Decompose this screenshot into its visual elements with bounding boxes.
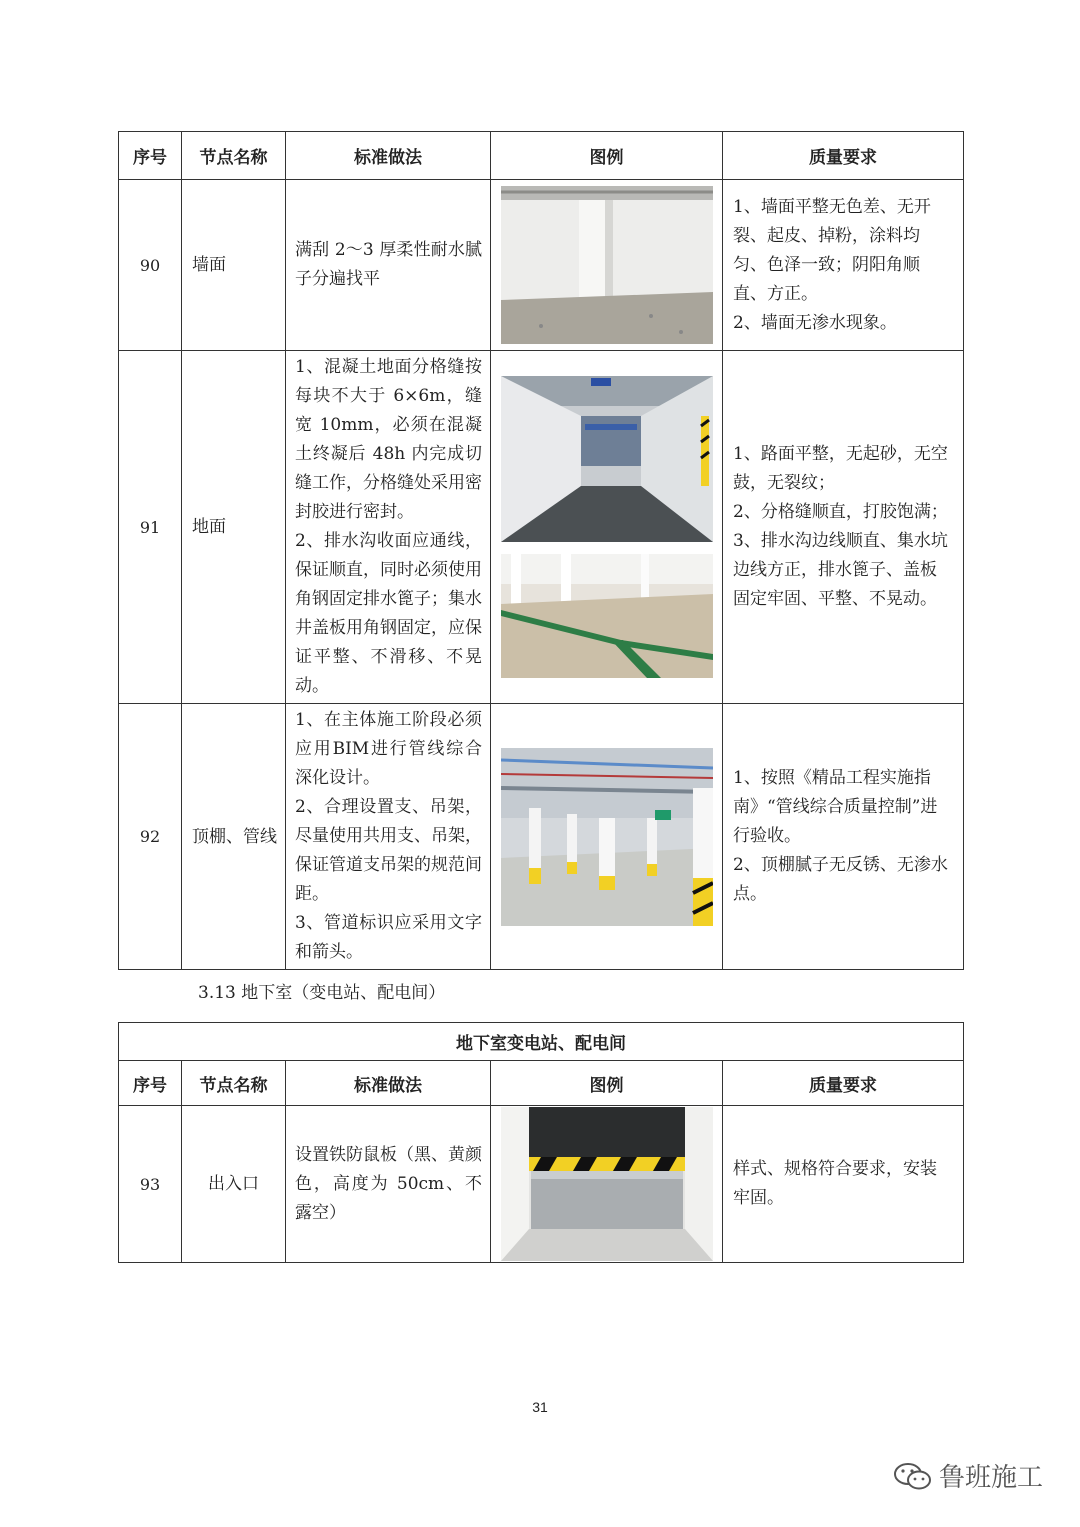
garage-ramp-photo [501,376,713,542]
table-caption-row [119,1023,964,1061]
method-text: 1、在主体施工阶段必须应用BIM进行管线综合深化设计。 2、合理设置支、吊架，尽量使用共用支、吊架，保证管道支吊架的规范间距。 3、管道标识应采用文字和箭头。 [286,704,491,970]
node-name: 墙面 [182,180,286,351]
illustration-cell [491,351,723,704]
requirement-text: 1、墙面平整无色差、无开裂、起皮、掉粉，涂料均匀、色泽一致；阴阳角顺直、方正。 2、墙面无渗水现象。 [723,180,964,351]
illustration-cell [491,704,723,970]
table-header-row [119,1061,964,1106]
row-number: 93 [119,1106,182,1263]
requirement-text: 1、路面平整，无起砂，无空鼓，无裂纹； 2、分格缝顺直，打胶饱满； 3、排水沟边线顺直、集水坑边线方正，排水篦子、盖板固定牢固、平整、不晃动。 [723,351,964,704]
table-caption: 地下室变电站、配电间 [119,1023,964,1061]
watermark-text: 鲁班施工 [939,1463,1044,1493]
node-name: 地面 [182,351,286,704]
wechat-icon [893,1461,933,1491]
header-method: 标准做法 [286,132,491,180]
table-row [119,180,964,351]
section-title: 3.13 地下室（变电站、配电间） [198,983,446,1003]
method-text: 1、混凝土地面分格缝按每块不大于 6×6m，缝宽 10mm，必须在混凝土终凝后 48h 内完成切缝工作，分格缝处采用密封胶进行密封。 2、排水沟收面应通线，保证顺直，同时必须使用角钢固定排水篦子；集水井盖板用角钢固定，应保证平整、不滑移、不晃动。 [286,351,491,704]
method-text: 设置铁防鼠板（黑、黄颜色，高度为 50cm、不露空） [286,1106,491,1263]
quality-table-2 [118,1022,964,1263]
node-name: 出入口 [182,1106,286,1263]
row-number: 92 [119,704,182,970]
header-method: 标准做法 [286,1061,491,1106]
illustration-cell [491,180,723,351]
requirement-text: 1、按照《精品工程实施指南》“管线综合质量控制”进行验收。 2、顶棚腻子无反锈、无渗水点。 [723,704,964,970]
header-illustration: 图例 [491,1061,723,1106]
wall-photo [501,186,713,344]
ceiling-pipeline-photo [501,748,713,926]
page-number: 31 [532,1399,548,1415]
drainage-channel-photo [501,554,713,678]
table-row [119,1106,964,1263]
method-text: 满刮 2～3 厚柔性耐水腻子分遍找平 [286,180,491,351]
node-name: 顶棚、管线 [182,704,286,970]
watermark [893,1457,1043,1494]
row-number: 91 [119,351,182,704]
requirement-text: 样式、规格符合要求，安装牢固。 [723,1106,964,1263]
header-no: 序号 [119,1061,182,1106]
table-header-row [119,132,964,180]
header-requirement: 质量要求 [723,132,964,180]
rat-guard-photo [501,1107,713,1261]
illustration-cell [491,1106,723,1263]
quality-table-1 [118,131,964,970]
table-row [119,704,964,970]
header-node-name: 节点名称 [182,132,286,180]
header-node-name: 节点名称 [182,1061,286,1106]
header-illustration: 图例 [491,132,723,180]
row-number: 90 [119,180,182,351]
header-requirement: 质量要求 [723,1061,964,1106]
table-row [119,351,964,704]
header-no: 序号 [119,132,182,180]
